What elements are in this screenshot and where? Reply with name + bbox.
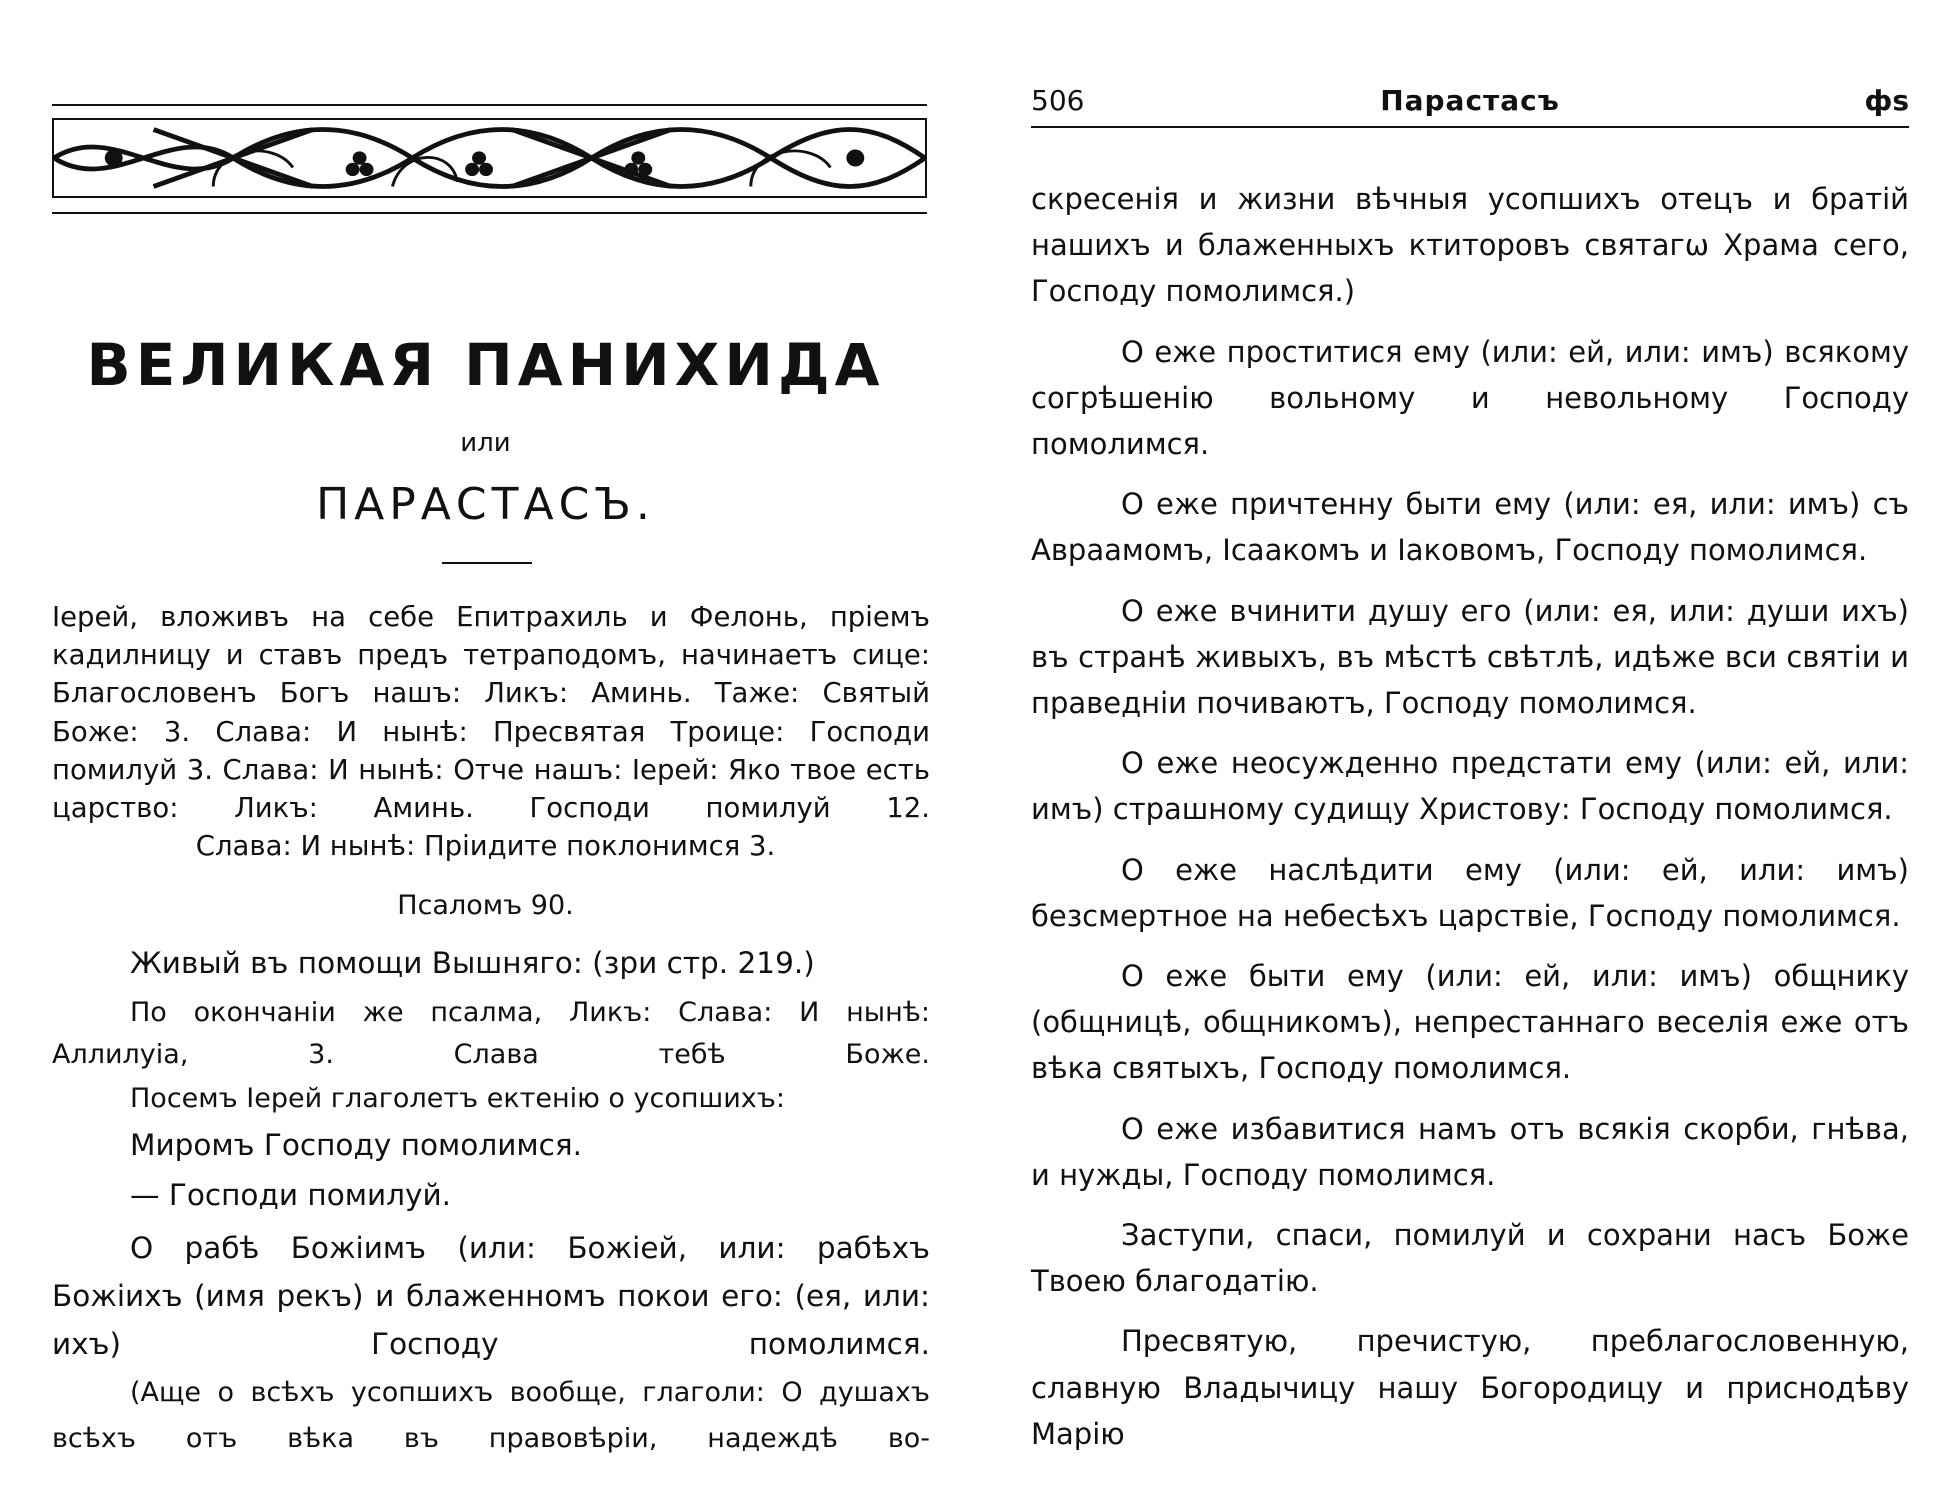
opening-rubric-end: Слава: И нынѣ: Пріидите поклонимся 3. — [195, 830, 776, 862]
psalm-reference: Живый въ помощи Вышняго: (зри стр. 219.) — [130, 946, 815, 980]
litany-text — [1031, 176, 1909, 1456]
title-conjunction: или — [460, 428, 511, 458]
psalm-heading: Псаломъ 90. — [397, 890, 574, 921]
subtitle: ПАРАСТАСЪ. — [316, 479, 655, 530]
top-rule — [52, 104, 927, 106]
ornament-bottom-rule — [52, 212, 927, 214]
petition-paragraph: О еже проститися ему (или: ей, или: имъ) всякому согрѣшенію вольному и невольному Господу помолимся. — [1031, 334, 1909, 462]
petition-peace: Миромъ Господу помолимся. — [130, 1128, 582, 1162]
page-number: 506 — [1031, 84, 1085, 117]
title-divider — [442, 562, 532, 564]
continuation-paragraph: скресенія и жизни вѣчныя усопшихъ отецъ и братій нашихъ и блаженныхъ ктиторовъ святагω Храма сего, Господу помолимся.) — [1031, 182, 1909, 309]
after-psalm-rubric: По окончаніи же псалма, Ликъ: Слава: И нынѣ: Аллилуіа, 3. Слава тебѣ Боже. — [52, 997, 930, 1070]
petition-paragraph: О еже быти ему (или: ей, или: имъ) общнику (общницѣ, общникомъ), непрестаннаго веселія еже отъ вѣка святыхъ, Господу помолимся. — [1031, 959, 1909, 1086]
ornament-graphic — [54, 120, 925, 196]
litany-response: — Господи помилуй. — [130, 1178, 452, 1212]
signature-mark: фѕ — [1864, 84, 1909, 117]
petition-paragraph: О еже неосужденно предстати ему (или: ей, или: имъ) страшному судищу Христову: Господу помолимся. — [1031, 746, 1909, 827]
petition-paragraph: О еже вчинити душу его (или: ея, или: души ихъ) въ странѣ живыхъ, въ мѣстѣ свѣтлѣ, идѣже вси святіи и праведніи почиваютъ, Господу помолимся. — [1031, 593, 1909, 721]
opening-rubric: Іерей, вложивъ на себе Епитрахиль и Фелонь, пріемъ кадилницу и ставъ предъ тетраподомъ, начинаетъ сице: Благословенъ Богъ нашъ: Ликъ: Аминь. Таже: Святый Боже: 3. Слава: И нынѣ: Пресвятая Троице: Господи помилуй 3. Слава: И нынѣ: Отче нашъ: Іерей: Яко твое есть царство: Ликъ: Аминь. Господи помилуй 12. — [52, 601, 930, 825]
petition-paragraph: О еже причтенну быти ему (или: ея, или: имъ) съ Авраамомъ, Ісаакомъ и Іаковомъ, Господу помолимся. — [1031, 487, 1909, 568]
petition-all-departed: (Аще о всѣхъ усопшихъ вообще, глаголи: О душахъ всѣхъ отъ вѣка въ правовѣріи, надеждѣ во- — [52, 1377, 930, 1454]
headpiece-ornament — [52, 118, 927, 198]
right-page — [971, 0, 1942, 1500]
header-rule — [1031, 126, 1909, 128]
theotokos-paragraph: Пресвятую, пречистую, преблагословенную, славную Владычицу нашу Богородицу и приснодѣву Марію — [1031, 1324, 1909, 1451]
petition-paragraph: О еже наслѣдити ему (или: ей, или: имъ) безсмертное на небесѣхъ царствіе, Господу помолимся. — [1031, 852, 1909, 933]
petition-paragraph: О еже избавитися намъ отъ всякія скорби, гнѣва, и нужды, Господу помолимся. — [1031, 1111, 1909, 1192]
intercession-paragraph: Заступи, спаси, помилуй и сохрани насъ Боже Твоею благодатію. — [1031, 1218, 1909, 1299]
page-title: ВЕЛИКАЯ ПАНИХИДА — [86, 331, 885, 399]
running-header — [1031, 84, 1909, 124]
petition-servant: О рабѣ Божіимъ (или: Божіей, или: рабѣхъ Божіихъ (имя рекъ) и блаженномъ покои его: (ея, или: ихъ) Господу помолимся. — [52, 1231, 930, 1361]
litany-intro: Посемъ Іерей глаголетъ ектенію о усопшихъ: — [130, 1083, 785, 1114]
running-title: Парастасъ — [1380, 84, 1560, 117]
